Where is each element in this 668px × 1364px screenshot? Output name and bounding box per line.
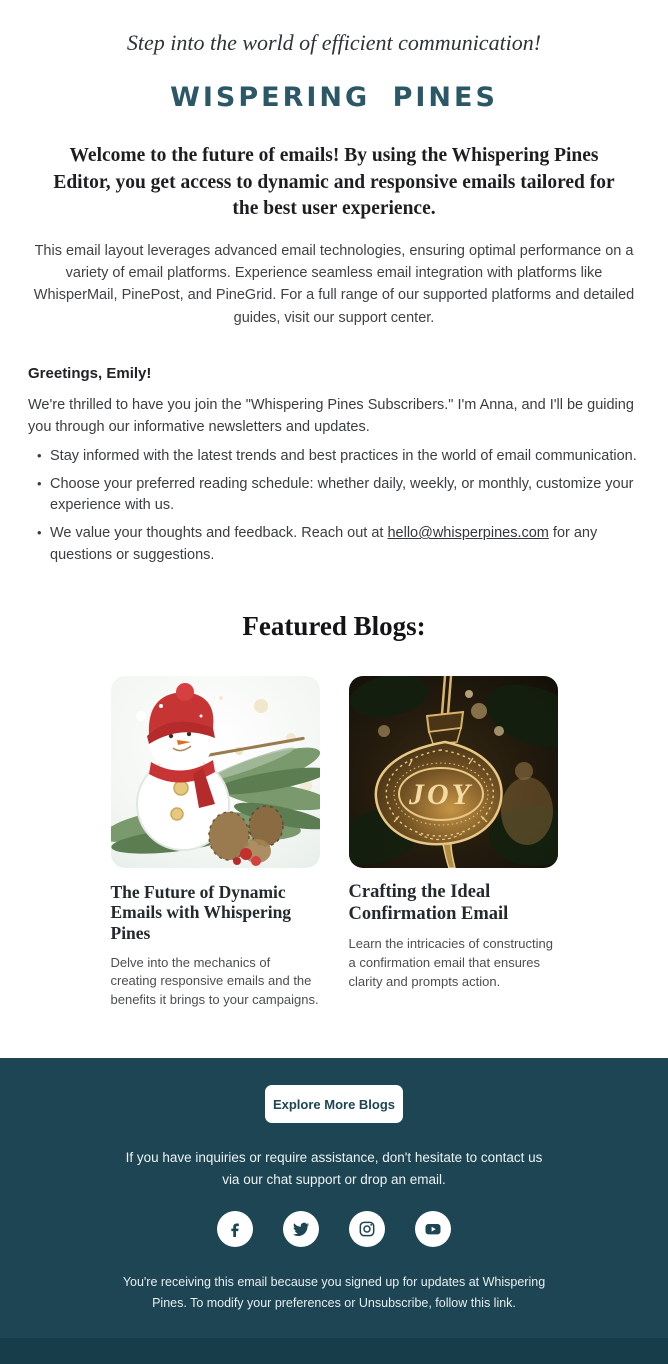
bullet-list (28, 446, 640, 567)
intro-heading: Welcome to the future of emails! By using the Whispering Pines Editor, you get access to dynamic and responsive emails tailored for the best user experience. (53, 145, 615, 220)
blog-cards-row (0, 676, 668, 1010)
bullet-text: Choose your preferred reading schedule: whether daily, weekly, or monthly, customize your experience with us. (50, 475, 634, 514)
greeting-body: We're thrilled to have you join the "Whispering Pines Subscribers." I'm Anna, and I'll be guiding you through our informative newsletters and updates. (28, 397, 634, 436)
bullet-text: Stay informed with the latest trends and best practices in the world of email communication. (50, 447, 637, 464)
blog-card-dynamic-emails (111, 676, 320, 1010)
social-icons-row (0, 1211, 668, 1247)
footer-contact-text: If you have inquiries or require assistance, don't hesitate to contact us via our chat support or drop an email. (125, 1150, 543, 1187)
snowman-blog-image[interactable] (111, 676, 320, 868)
footer-bottom-strip (0, 1338, 668, 1364)
bullet-text: We value your thoughts and feedback. Reach out at (50, 525, 388, 542)
blog-card-confirmation-email (349, 676, 558, 992)
bullet-item (28, 474, 640, 518)
svg-text:JOY: JOY (408, 777, 473, 811)
blog-description: Delve into the mechanics of creating responsive emails and the benefits it brings to your campaigns. (110, 954, 319, 1008)
tagline: Step into the world of efficient communication! (126, 30, 542, 55)
youtube-icon[interactable] (415, 1211, 451, 1247)
bullet-text: for any questions or suggestions. (50, 525, 598, 563)
bullet-item (28, 523, 640, 567)
greeting: Greetings, Emily! (28, 365, 152, 383)
facebook-icon[interactable] (217, 1211, 253, 1247)
intro-body: This email layout leverages advanced email technologies, ensuring optimal performance on a variety of email platforms. Experience seamless email integration with platforms like WhisperMail, PinePost, and PineGrid. For a full range of our supported platforms and detailed guides, visit our support center. (33, 242, 635, 326)
email-link[interactable]: hello@whisperpines.com (387, 525, 549, 542)
instagram-icon[interactable] (349, 1211, 385, 1247)
main-copy (0, 365, 668, 566)
explore-more-blogs-button[interactable]: Explore More Blogs (265, 1085, 403, 1123)
featured-blogs-heading: Featured Blogs: (242, 610, 426, 641)
blog-title[interactable]: The Future of Dynamic Emails with Whispering Pines (110, 881, 292, 943)
footer (0, 1058, 668, 1363)
bullet-item (28, 446, 640, 468)
blog-title[interactable]: Crafting the Ideal Confirmation Email (348, 881, 509, 924)
twitter-icon[interactable] (283, 1211, 319, 1247)
brand-logo: WISPERING PINES (170, 82, 498, 113)
joy-ornament-blog-image[interactable] (349, 676, 558, 868)
blog-description: Learn the intricacies of constructing a confirmation email that ensures clarity and prompts action. (348, 936, 553, 990)
footer-legal-text: You're receiving this email because you signed up for updates at Whispering Pines. To modify your preferences or Unsubscribe, follow this link. (122, 1275, 546, 1310)
